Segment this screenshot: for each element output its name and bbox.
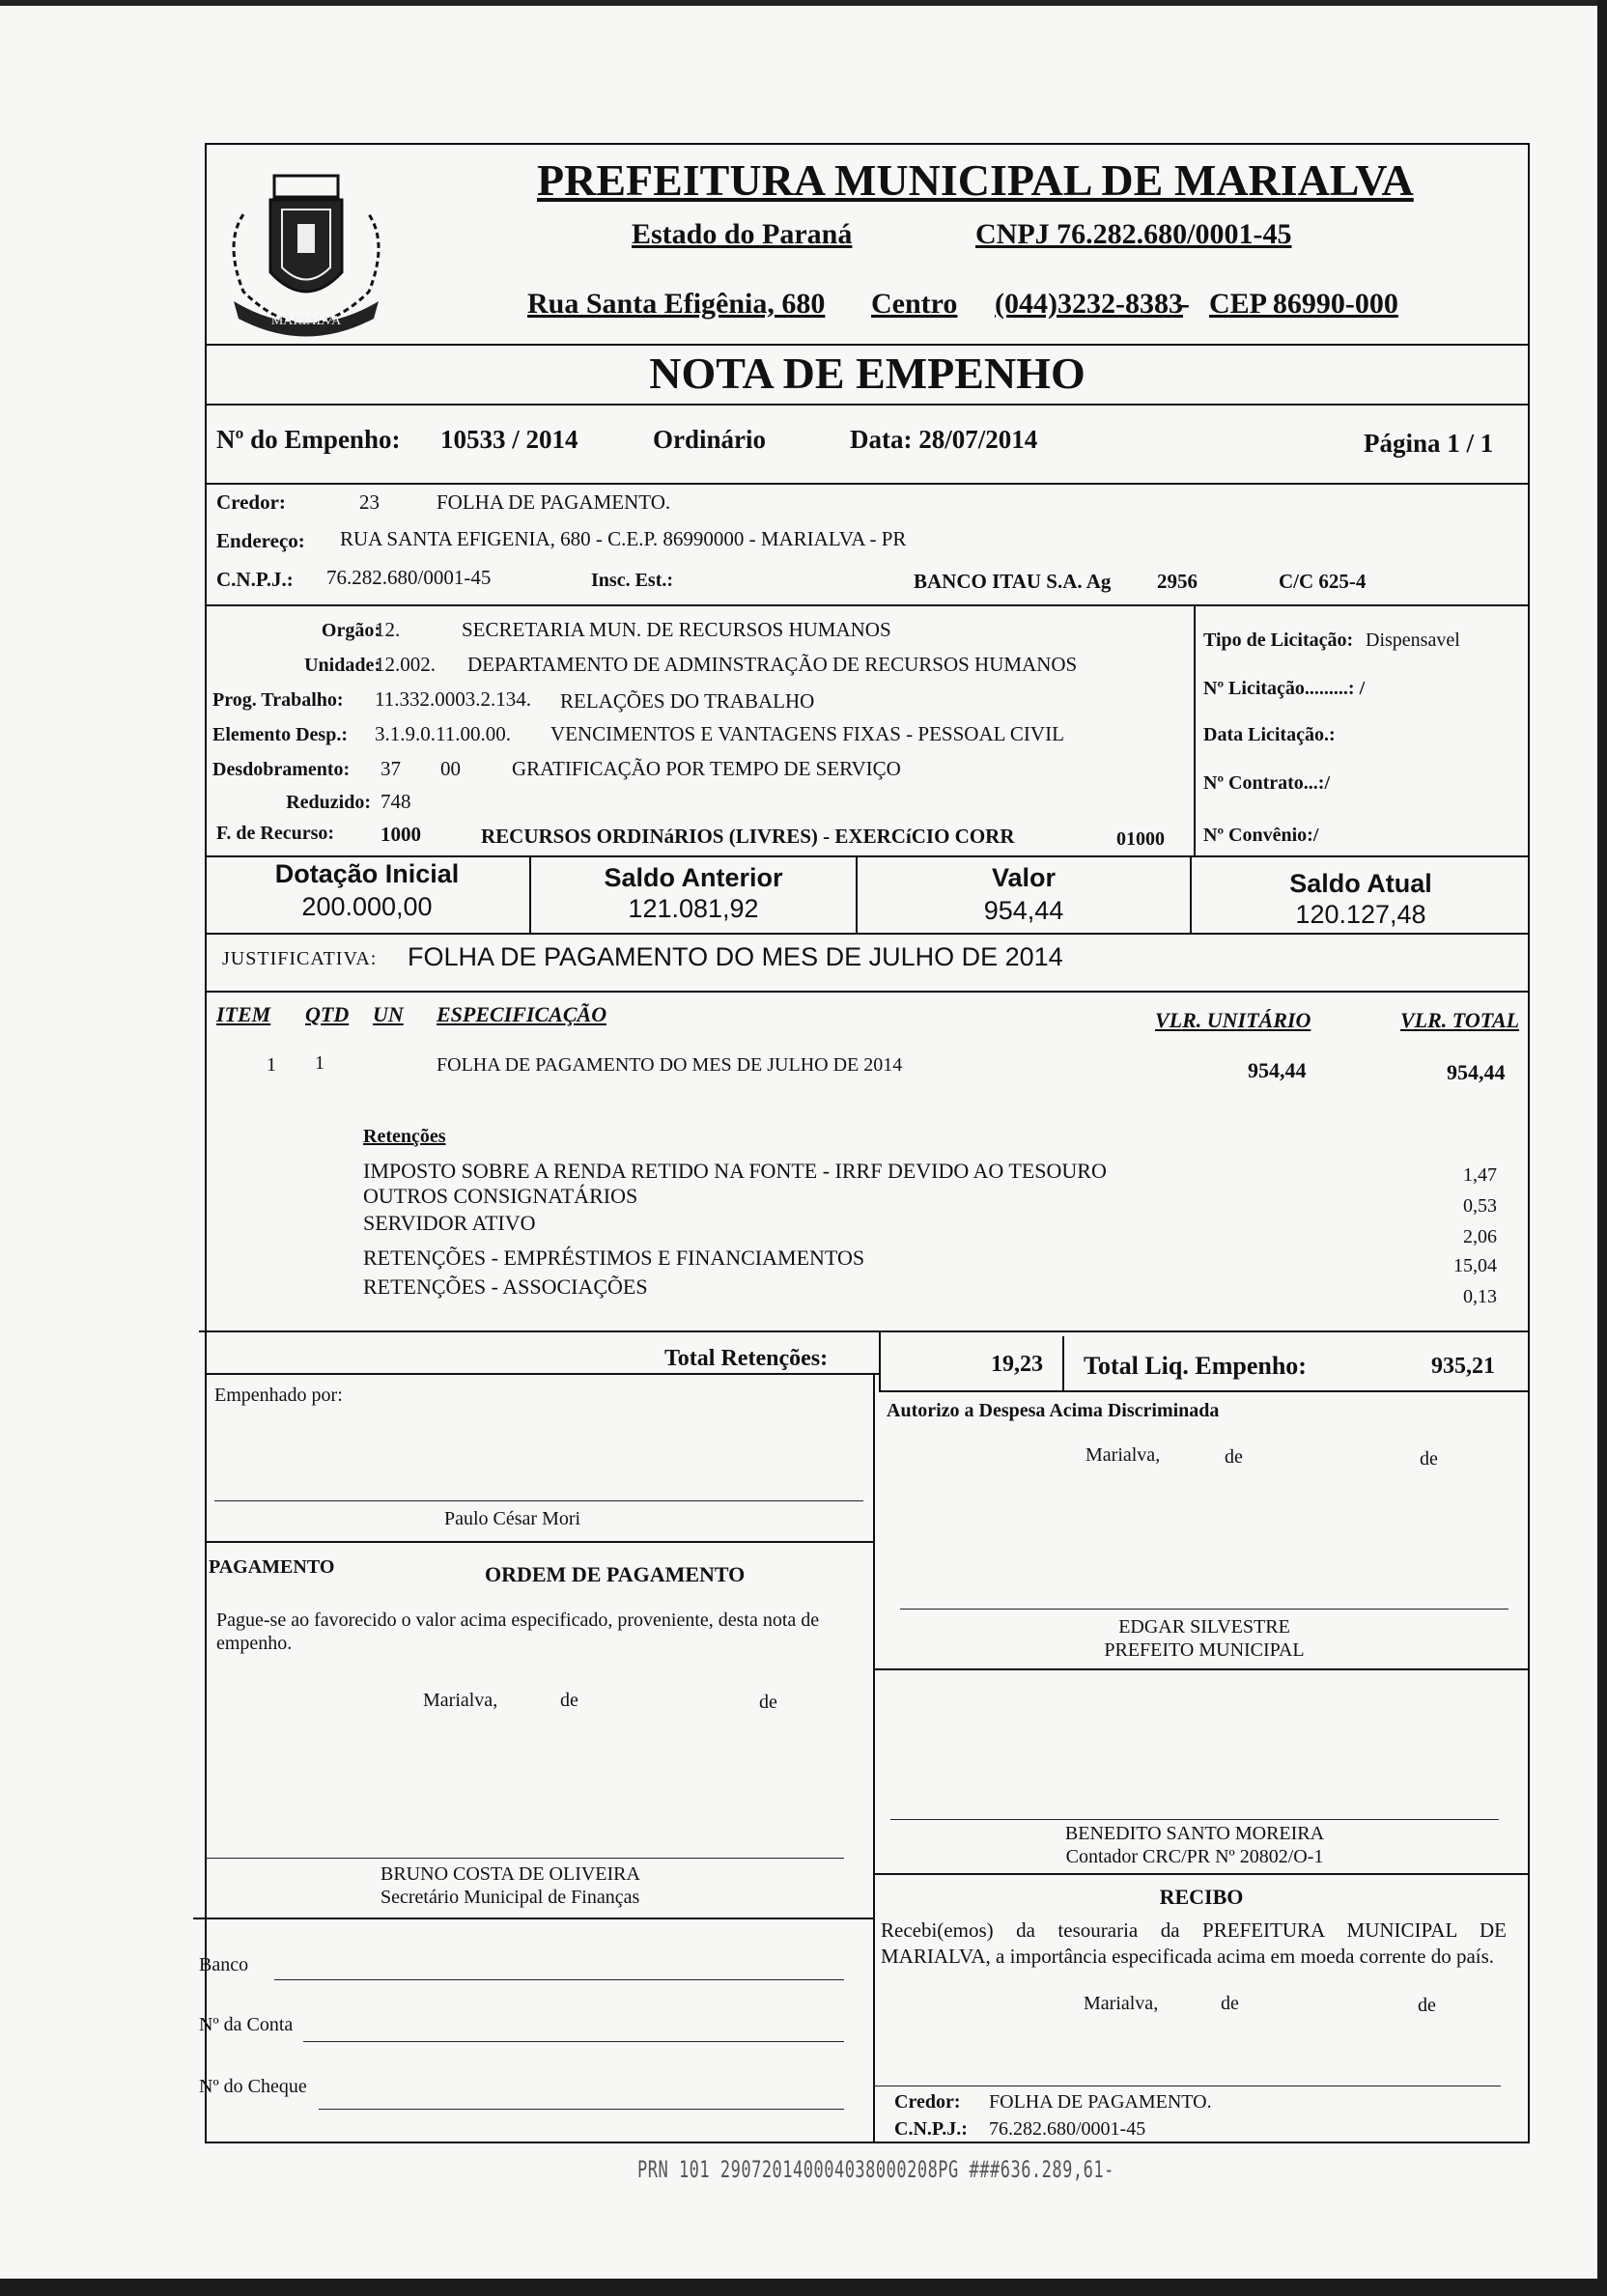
autorizo-label: Autorizo a Despesa Acima Discriminada [887, 1400, 1220, 1421]
scan-right-edge [1597, 0, 1607, 2296]
empenho-type: Ordinário [653, 425, 767, 454]
totals-top-line [199, 1330, 1530, 1332]
empenhado-name: Paulo César Mori [444, 1508, 581, 1529]
recibo-credor-name: FOLHA DE PAGAMENTO. [989, 2091, 1212, 2113]
retencao-desc-5: RETENÇÕES - ASSOCIAÇÕES [363, 1274, 648, 1299]
municipal-crest-icon [214, 156, 398, 340]
licitacao-date: Data Licitação.: [1203, 724, 1336, 745]
retencao-value-1: 1,47 [1463, 1164, 1497, 1186]
address-label: Endereço: [216, 529, 305, 552]
header-district: Centro [871, 288, 958, 320]
header-separator: - [1180, 288, 1190, 320]
elemento-name: VENCIMENTOS E VANTAGENS FIXAS - PESSOAL CIVIL [550, 722, 1064, 745]
contrato-number: Nº Contrato...:/ [1203, 772, 1331, 794]
recurso-label: F. de Recurso: [216, 823, 335, 844]
dotacao-label: Dotação Inicial [274, 859, 460, 888]
svg-text:MARIALVA: MARIALVA [270, 314, 342, 328]
header-cep: CEP 86990-000 [1209, 288, 1398, 320]
dotacao-value: 200.000,00 [301, 892, 433, 921]
valor-value: 954,44 [983, 896, 1064, 925]
col-total: VLR. TOTAL [1400, 1008, 1520, 1032]
totals-sep-1 [879, 1330, 881, 1390]
retencao-value-4: 15,04 [1453, 1255, 1497, 1276]
page-title: PREFEITURA MUNICIPAL DE MARIALVA [537, 155, 1414, 205]
empenho-label: Nº do Empenho: [216, 425, 401, 454]
totals-right-bottom [879, 1390, 1530, 1392]
col-qtd: QTD [305, 1002, 350, 1026]
credor-name: FOLHA DE PAGAMENTO. [437, 490, 671, 514]
prefeito-title: PREFEITO MUNICIPAL [1104, 1639, 1305, 1661]
cnpj-label: C.N.P.J.: [216, 568, 294, 591]
header-phone: (044)3232-8383 [995, 288, 1183, 320]
licitacao-divider [1194, 604, 1196, 857]
prefeito-name: EDGAR SILVESTRE [1118, 1616, 1290, 1638]
recurso-name: RECURSOS ORDINáRIOS (LIVRES) - EXERCíCIO CORR [481, 825, 1015, 848]
header-street: Rua Santa Efigênia, 680 [527, 288, 826, 320]
credor-address: RUA SANTA EFIGENIA, 680 - C.E.P. 86990000 - MARIALVA - PR [340, 527, 907, 550]
ordem-pagamento-label: ORDEM DE PAGAMENTO [485, 1562, 746, 1586]
secretario-signature-line [205, 1858, 844, 1859]
col-un: UN [373, 1002, 404, 1026]
justificativa-label: JUSTIFICATIVA: [222, 948, 378, 969]
state-name: Estado do Paraná [632, 218, 853, 250]
conta-label: Nº da Conta [199, 2014, 294, 2035]
empenho-date: Data: 28/07/2014 [850, 425, 1038, 454]
row-spec: FOLHA DE PAGAMENTO DO MES DE JULHO DE 2014 [437, 1054, 903, 1076]
total-retencoes-label: Total Retenções: [664, 1346, 829, 1371]
totals-sep-2 [1062, 1336, 1064, 1390]
autorizo-de-2: de [1420, 1448, 1438, 1470]
contador-name: BENEDITO SANTO MOREIRA [1064, 1823, 1325, 1844]
scan-bottom-edge [0, 2279, 1607, 2296]
retencao-desc-4: RETENÇÕES - EMPRÉSTIMOS E FINANCIAMENTOS [363, 1246, 865, 1270]
recibo-city: Marialva, [1084, 1993, 1159, 2014]
credor-divider [205, 604, 1530, 606]
elemento-code: 3.1.9.0.11.00.00. [375, 722, 511, 745]
empenho-number: 10533 / 2014 [440, 425, 578, 454]
empenho-divider [205, 483, 1530, 485]
insc-label: Insc. Est.: [591, 570, 674, 591]
document-title: NOTA DE EMPENHO [649, 349, 1085, 398]
cheque-label: Nº do Cheque [199, 2076, 307, 2097]
recibo-cnpj-label: C.N.P.J.: [894, 2118, 968, 2140]
reduzido-label: Reduzido: [286, 792, 371, 813]
credor-cnpj: 76.282.680/0001-45 [326, 566, 492, 589]
autorizo-city: Marialva, [1085, 1444, 1161, 1466]
credor-code: 23 [359, 490, 380, 514]
unidade-label: Unidade: [304, 655, 381, 676]
elemento-label: Elemento Desp.: [212, 724, 348, 745]
values-top-line [205, 855, 1530, 857]
banco-line[interactable] [274, 1979, 844, 1980]
retencao-value-3: 2,06 [1463, 1226, 1497, 1247]
retencao-value-5: 0,13 [1463, 1286, 1497, 1307]
values-bottom-line [205, 933, 1530, 935]
cheque-line[interactable] [319, 2109, 844, 2110]
reduzido-value: 748 [381, 790, 411, 813]
row-total: 954,44 [1447, 1060, 1506, 1084]
secretario-title: Secretário Municipal de Finanças [381, 1887, 640, 1908]
pagamento-de-2: de [759, 1692, 777, 1713]
recibo-cnpj: 76.282.680/0001-45 [989, 2118, 1146, 2140]
row-unit: 954,44 [1248, 1058, 1307, 1082]
total-liquido-value: 935,21 [1431, 1354, 1495, 1379]
prog-name: RELAÇÕES DO TRABALHO [560, 689, 815, 713]
recibo-de-1: de [1221, 1993, 1239, 2014]
recurso-code: 1000 [381, 823, 421, 846]
row-qtd: 1 [315, 1052, 324, 1074]
recibo-top-line [873, 1873, 1530, 1875]
justificativa-divider [205, 991, 1530, 993]
saldo-anterior-label: Saldo Anterior [604, 863, 783, 892]
conta-line[interactable] [303, 2041, 844, 2042]
pagamento-top-line [205, 1541, 873, 1543]
page-number: Página 1 / 1 [1364, 429, 1494, 458]
retencao-desc-2: OUTROS CONSIGNATÁRIOS [363, 1184, 638, 1208]
totals-left-bottom [205, 1373, 879, 1375]
credor-label: Credor: [216, 490, 286, 514]
orgao-code: 12. [375, 618, 401, 641]
pagamento-label: PAGAMENTO [209, 1556, 335, 1578]
title-divider [205, 404, 1530, 406]
pagamento-city: Marialva, [423, 1690, 498, 1711]
desdob-code: 37 [381, 757, 401, 780]
contador-signature-line [890, 1819, 1499, 1820]
justificativa-text: FOLHA DE PAGAMENTO DO MES DE JULHO DE 2014 [408, 942, 1063, 971]
empenhado-por-label: Empenhado por: [214, 1385, 343, 1406]
desdob-label: Desdobramento: [212, 759, 351, 780]
col-unit: VLR. UNITÁRIO [1155, 1008, 1311, 1032]
contador-top-line [873, 1668, 1530, 1670]
retencao-value-2: 0,53 [1463, 1195, 1497, 1217]
recurso-sub: 01000 [1116, 828, 1165, 850]
banco-label: Banco [199, 1954, 249, 1975]
tipo-licitacao-value: Dispensavel [1366, 630, 1460, 651]
bank-account: C/C 625-4 [1279, 570, 1367, 593]
total-liquido-label: Total Liq. Empenho: [1084, 1352, 1307, 1380]
licitacao-number: Nº Licitação.........: / [1203, 678, 1366, 699]
convenio-number: Nº Convênio:/ [1203, 825, 1319, 846]
retencao-desc-3: SERVIDOR ATIVO [363, 1211, 536, 1235]
bank-agency: 2956 [1157, 570, 1198, 593]
retencoes-title: Retenções [363, 1126, 446, 1147]
col-item: ITEM [216, 1002, 271, 1026]
recibo-title: RECIBO [1159, 1885, 1244, 1909]
autorizo-de-1: de [1225, 1446, 1243, 1468]
desdob-sub: 00 [440, 757, 461, 780]
pagamento-de-1: de [560, 1690, 578, 1711]
unidade-code: 12.002. [375, 653, 436, 676]
prog-code: 11.332.0003.2.134. [375, 687, 531, 711]
unidade-name: DEPARTAMENTO DE ADMINSTRAÇÃO DE RECURSOS HUMANOS [467, 653, 1078, 676]
recibo-de-2: de [1418, 1995, 1436, 2016]
recibo-credor-label: Credor: [894, 2091, 961, 2113]
total-retencoes-value: 19,23 [991, 1352, 1043, 1377]
recibo-text: Recebi(emos) da tesouraria da PREFEITURA MUNICIPAL DE MARIALVA, a importância especificada acima em moeda corrente do país. [881, 1918, 1507, 1968]
valor-label: Valor [991, 863, 1057, 892]
retencao-desc-1: IMPOSTO SOBRE A RENDA RETIDO NA FONTE - IRRF DEVIDO AO TESOURO [363, 1159, 1107, 1183]
header-cnpj: CNPJ 76.282.680/0001-45 [975, 218, 1292, 250]
bank-section-top-line [193, 1918, 873, 1919]
secretario-name: BRUNO COSTA DE OLIVEIRA [381, 1863, 640, 1885]
orgao-label: Orgão: [321, 620, 381, 641]
tipo-licitacao-label: Tipo de Licitação: [1203, 630, 1354, 651]
saldo-atual-label: Saldo Atual [1289, 869, 1432, 898]
bank-name: BANCO ITAU S.A. Ag [914, 570, 1112, 593]
col-spec: ESPECIFICAÇÃO [437, 1002, 607, 1026]
signature-column-divider [873, 1373, 875, 2143]
scan-top-edge [0, 0, 1607, 6]
orgao-name: SECRETARIA MUN. DE RECURSOS HUMANOS [462, 618, 891, 641]
prog-label: Prog. Trabalho: [212, 689, 344, 711]
contador-title: Contador CRC/PR Nº 20802/O-1 [1065, 1846, 1324, 1867]
row-item: 1 [267, 1054, 276, 1076]
saldo-anterior-value: 121.081,92 [628, 894, 759, 923]
desdob-name: GRATIFICAÇÃO POR TEMPO DE SERVIÇO [512, 757, 901, 780]
pague-text: Pague-se ao favorecido o valor acima especificado, proveniente, desta nota de empenho. [216, 1610, 820, 1654]
empenhado-signature-line [214, 1500, 863, 1501]
prefeito-signature-line [900, 1609, 1508, 1610]
saldo-atual-value: 120.127,48 [1295, 900, 1426, 929]
footer-print-code: PRN 101 290720140004038000208PG ###636.289,61- [637, 2157, 1114, 2184]
